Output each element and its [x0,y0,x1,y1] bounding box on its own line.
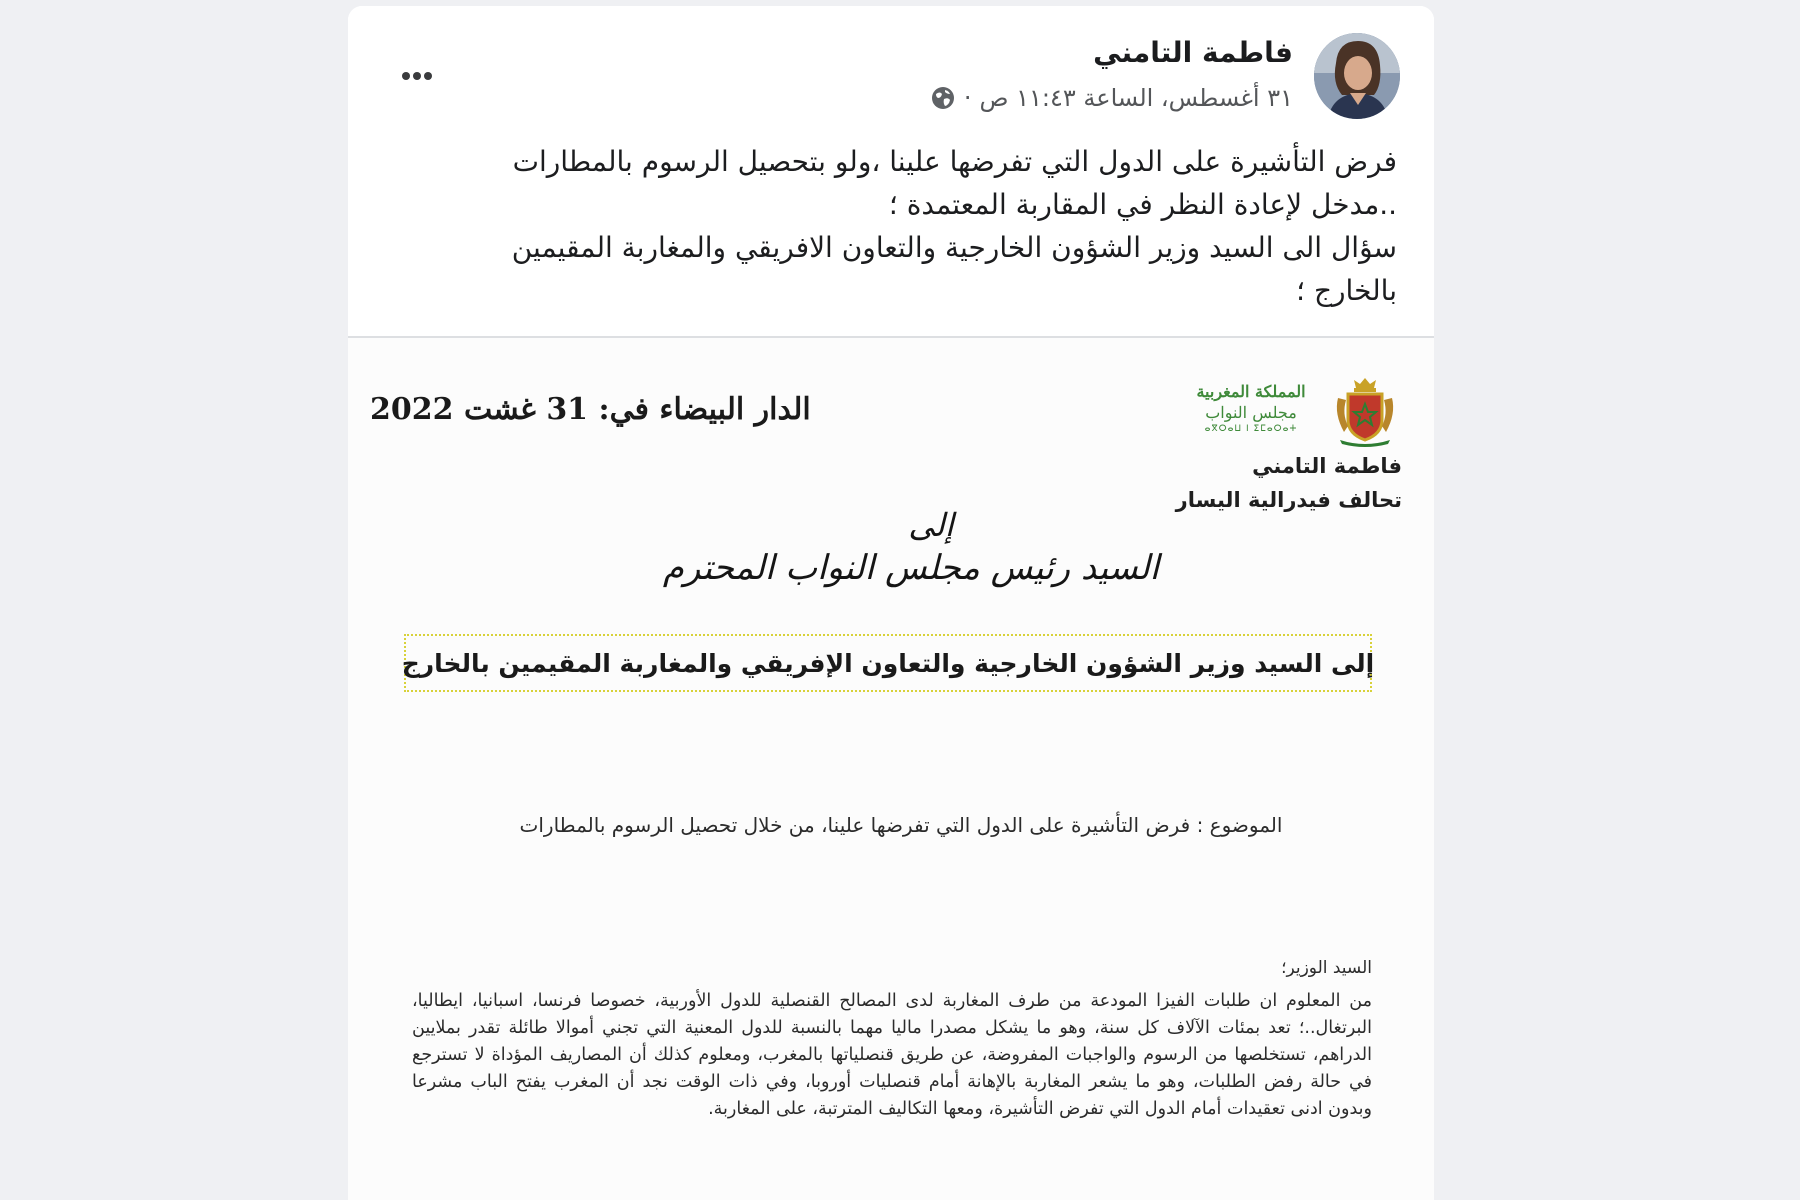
handwritten-to: إلى [908,506,954,544]
profile-photo [1314,33,1400,119]
document-subject: الموضوع : فرض التأشيرة على الدول التي تفرضها علينا، من خلال تحصيل الرسوم بالمطارات [519,813,1283,837]
meta-separator: · [963,84,972,112]
more-options-icon [424,72,432,80]
post-text [387,140,1397,312]
post-meta [930,84,1293,112]
logo-line: ⴰⴳⵔⴰⵡ ⵏ ⵉⵎⴰⵔⴰⵜ [1204,424,1298,434]
parliament-logo [1186,382,1316,434]
handwritten-recipient: السيد رئيس مجلس النواب المحترم [662,548,1160,588]
document-body: من المعلوم ان طلبات الفيزا المودعة من طرف المغاربة لدى المصالح القنصلية للدول الأوربية، خصوصا فرنسا، اسبانيا، ايطاليا، البرتغال..؛ تعد بمئات الآلاف كل سنة، وهو ما يشكل مصدرا ماليا مهما بالنسبة للدول المعنية التي تجني أموالا طائلة تقدر بملايين الدراهم، تستخلصها من الرسوم والواجبات المفروضة، عن طريق قنصلياتها بالمغرب، ومعلوم كذلك أن المصاريف المؤداة لا تسترجع في حالة رفض الطلبات، وهو ما يشعر المغاربة بالإهانة أمام قنصليات أوروبا، وفي ذات الوقت نجد أن المغرب يفتح الباب مشرعا وبدون ادنى تعقيدات أمام الدول التي تفرض التأشيرة، ومعها التكاليف المترتبة، على المغاربة. [412,991,1372,1119]
sender-name: فاطمة التامني [1252,454,1402,478]
post-text-line: ..مدخل لإعادة النظر في المقاربة المعتمدة ؛ [888,188,1397,221]
author-name[interactable]: فاطمة التامني [1093,36,1293,69]
post-header [348,6,1434,336]
more-options-icon [402,72,410,80]
more-options-button[interactable] [398,52,454,96]
sender-party: تحالف فيدرالية اليسار [1175,488,1402,512]
globe-icon[interactable] [930,85,956,111]
more-options-icon [413,72,421,80]
avatar[interactable] [1314,33,1400,119]
document-salutation: السيد الوزير؛ [1281,958,1372,978]
addressee-text: إلى السيد وزير الشؤون الخارجية والتعاون الإفريقي والمغاربة المقيمين بالخارج [401,648,1375,678]
document-date: الدار البيضاء في: 31 غشت 2022 [370,392,811,427]
logo-line: المملكة المغربية [1196,382,1306,401]
post-text-line: فرض التأشيرة على الدول التي تفرضها علينا ،ولو بتحصيل الرسوم بالمطارات [512,145,1397,178]
post-text-line: بالخارج ؛ [1296,274,1397,307]
facebook-post-card [348,6,1434,1200]
post-text-line: سؤال الى السيد وزير الشؤون الخارجية والتعاون الافريقي والمغاربة المقيمين [511,231,1397,264]
moroccan-coat-of-arms-icon [1330,374,1400,448]
addressee-box [401,634,1375,692]
post-timestamp[interactable]: ٣١ أغسطس، الساعة ١١:٤٣ ص [979,84,1293,112]
attached-document-image[interactable] [348,338,1434,1200]
logo-line: مجلس النواب [1205,403,1297,422]
